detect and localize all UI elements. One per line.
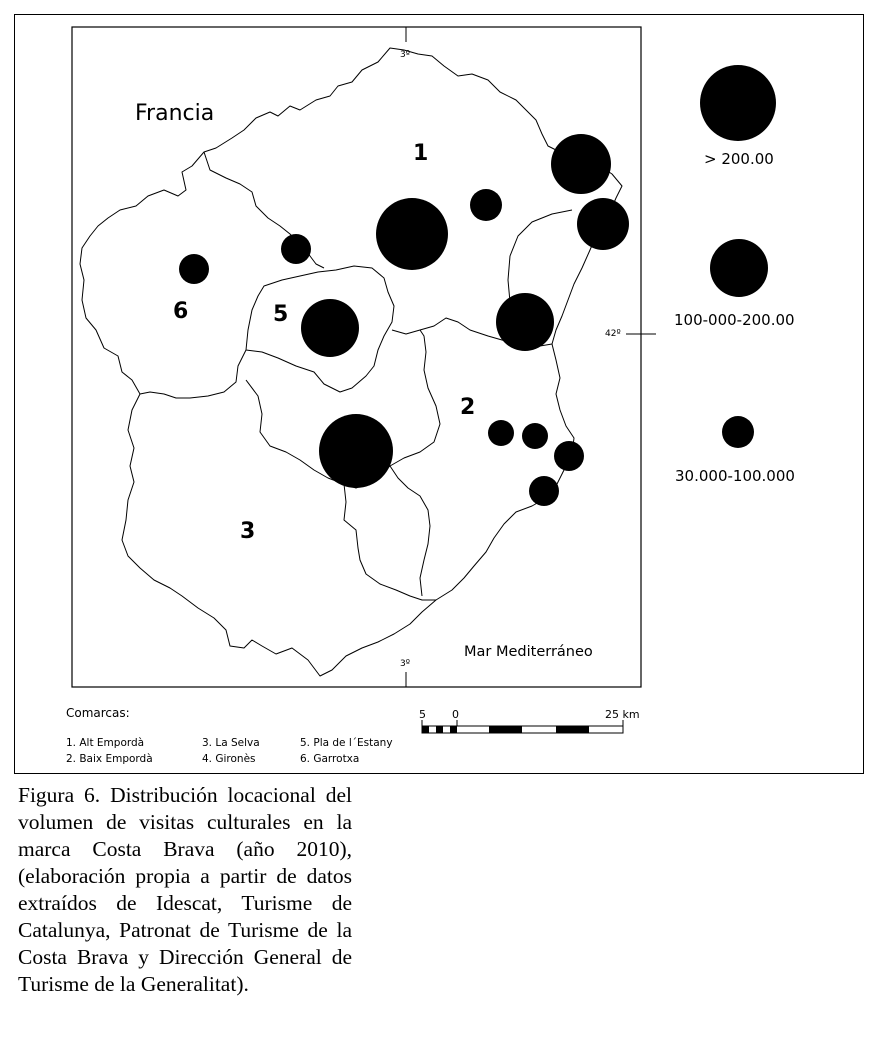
legend bbox=[674, 65, 795, 485]
figure-caption: Figura 6. Distribución locacional del volumen de visitas culturales en la marca Costa Brava (año 2010), (elaboración propia a partir de datos extraídos de Idescat, Turisme de Catalunya, Patronat de Turisme de la Costa Brava y Dirección General de Turisme de la Generalitat). bbox=[18, 783, 352, 996]
symbol-alt-emporda-small bbox=[470, 189, 502, 221]
symbol-garrotxa-small-2 bbox=[179, 254, 209, 284]
legend-symbol-medium bbox=[710, 239, 768, 297]
comarca-item-5: 5. Pla de l´Estany bbox=[300, 737, 393, 749]
parallel-label: 42º bbox=[605, 329, 621, 339]
meridian-label-top: 3º bbox=[400, 50, 410, 60]
border-4-2 bbox=[390, 466, 430, 596]
sea-label: Mar Mediterráneo bbox=[464, 644, 593, 660]
symbol-baix-emporda-small-3 bbox=[554, 441, 584, 471]
border-6-3 bbox=[140, 350, 246, 398]
comarca-item-6: 6. Garrotxa bbox=[300, 753, 360, 765]
comarca-item-3: 3. La Selva bbox=[202, 737, 260, 749]
symbol-baix-emporda-small-4 bbox=[529, 476, 559, 506]
scale-label-0: 0 bbox=[452, 708, 459, 721]
meridian-label-bottom: 3º bbox=[400, 659, 410, 669]
legend-symbol-large bbox=[700, 65, 776, 141]
symbol-garrotxa-small-1 bbox=[281, 234, 311, 264]
scale-label-5: 5 bbox=[419, 708, 426, 721]
legend-label-small: 30.000-100.000 bbox=[675, 467, 795, 485]
region-number-2: 2 bbox=[460, 395, 476, 420]
region-number-5: 5 bbox=[273, 302, 289, 327]
region-number-6: 6 bbox=[173, 299, 189, 324]
symbol-cadaques-medium bbox=[577, 198, 629, 250]
comarca-item-1: 1. Alt Empordà bbox=[66, 737, 145, 749]
symbol-roses-large bbox=[551, 134, 611, 194]
symbol-baix-emporda-small-2 bbox=[522, 423, 548, 449]
symbol-pla-estany-large bbox=[301, 299, 359, 357]
border-4-3 bbox=[344, 484, 436, 600]
comarcas-key bbox=[66, 706, 393, 765]
scale-label-25km: 25 km bbox=[605, 708, 640, 721]
region-number-3: 3 bbox=[240, 519, 256, 544]
symbol-girona-large bbox=[319, 414, 393, 488]
region-number-1: 1 bbox=[413, 141, 429, 166]
comarca-item-2: 2. Baix Empordà bbox=[66, 753, 153, 765]
legend-label-medium: 100-000-200.00 bbox=[674, 311, 795, 329]
scale-bar bbox=[419, 708, 640, 733]
country-label: Francia bbox=[135, 101, 215, 126]
legend-symbol-small bbox=[722, 416, 754, 448]
symbol-baix-emporda-small-1 bbox=[488, 420, 514, 446]
comarcas-title: Comarcas: bbox=[66, 706, 130, 720]
legend-label-large: > 200.00 bbox=[704, 150, 774, 168]
region-outline-outer bbox=[80, 48, 622, 676]
symbol-alt-emporda-large bbox=[376, 198, 448, 270]
symbol-lescala-large bbox=[496, 293, 554, 351]
symbols bbox=[179, 134, 629, 506]
comarca-item-4: 4. Gironès bbox=[202, 753, 256, 765]
